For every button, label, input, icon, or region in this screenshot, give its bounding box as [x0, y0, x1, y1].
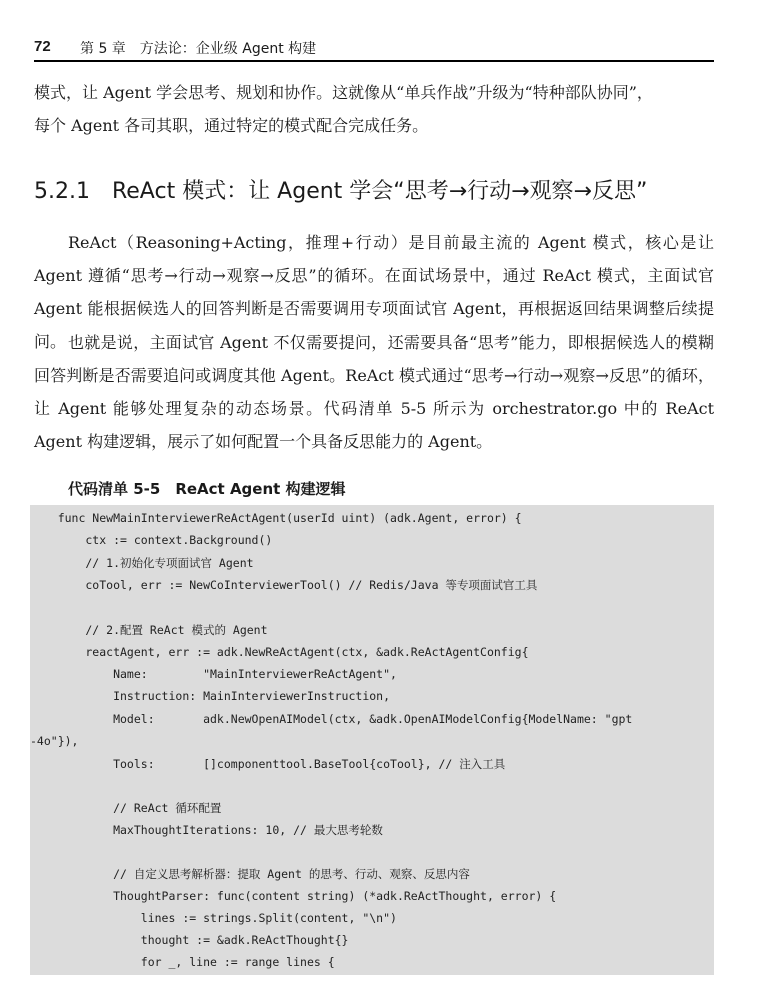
code-line: ThoughtParser: func(content string) (*adk.ReActThought, error) { [30, 889, 557, 903]
section-heading: 5.2.1 ReAct 模式：让 Agent 学会“思考→行动→观察→反思” [34, 179, 648, 204]
code-line: // 2.配置 ReAct 模式的 Agent [30, 623, 268, 637]
code-line: Model: adk.NewOpenAIModel(ctx, &adk.OpenAIModelConfig{ModelName: "gpt [30, 712, 633, 726]
code-line: // ReAct 循环配置 [30, 801, 222, 815]
code-line: thought := &adk.ReActThought{} [30, 933, 349, 947]
code-line: lines := strings.Split(content, "\n") [30, 911, 397, 925]
code-line: ctx := context.Background() [30, 533, 273, 547]
code-line: // 1.初始化专项面试官 Agent [30, 556, 254, 570]
body-paragraph-1: ReAct（Reasoning+Acting，推理+行动）是目前最主流的 Agent 模式，核心是让 Agent 遵循“思考→行动→观察→反思”的循环。在面试场景中，通过 ReAct 模式，主面试官 Agent 能根据候选人的回答判断是否需要调用专项面试官 Agent，再根据返回结果调整后续提问。 [34, 233, 714, 351]
code-line: Name: "MainInterviewerReActAgent", [30, 667, 397, 681]
page-header [34, 34, 714, 62]
chapter-title: 第 5 章 方法论：企业级 Agent 构建 [80, 41, 317, 57]
code-line: Instruction: MainInterviewerInstruction, [30, 689, 391, 703]
code-line: func NewMainInterviewerReActAgent(userId uint) (adk.Agent, error) { [30, 511, 522, 525]
code-block [30, 505, 714, 975]
code-line: Tools: []componenttool.BaseTool{coTool}, // 注入工具 [30, 757, 506, 771]
intro-line-2: 每个 Agent 各司其职，通过特定的模式配合完成任务。 [34, 116, 429, 135]
body-paragraph-2: 也就是说，主面试官 Agent 不仅需要提问，还需要具备“思考”能力，即根据候选人的模糊回答判断是否需要追问或调度其他 Agent。ReAct 模式通过“思考→行动→观察→反思”的循环，让 Agent 能够处理复杂的动态场景。代码清单 5-5 所示为 orchestrator.go 中的 ReAct Agent 构建逻辑，展示了如何配置一个具备反思能力的 Agent。 [34, 333, 714, 451]
code-line: -4o"}), [30, 734, 79, 748]
code-line: for _, line := range lines { [30, 955, 335, 969]
code-line: reactAgent, err := adk.NewReActAgent(ctx, &adk.ReActAgentConfig{ [30, 645, 529, 659]
code-line: MaxThoughtIterations: 10, // 最大思考轮数 [30, 823, 383, 837]
code-listing-caption: 代码清单 5-5 ReAct Agent 构建逻辑 [68, 480, 346, 498]
intro-line-1: 模式，让 Agent 学会思考、规划和协作。这就像从“单兵作战”升级为“特种部队协同”， [34, 83, 653, 102]
code-line: // 自定义思考解析器：提取 Agent 的思考、行动、观察、反思内容 [30, 867, 470, 881]
page-number: 72 [34, 38, 51, 55]
code-line: coTool, err := NewCoInterviewerTool() // Redis/Java 等专项面试官工具 [30, 578, 538, 592]
